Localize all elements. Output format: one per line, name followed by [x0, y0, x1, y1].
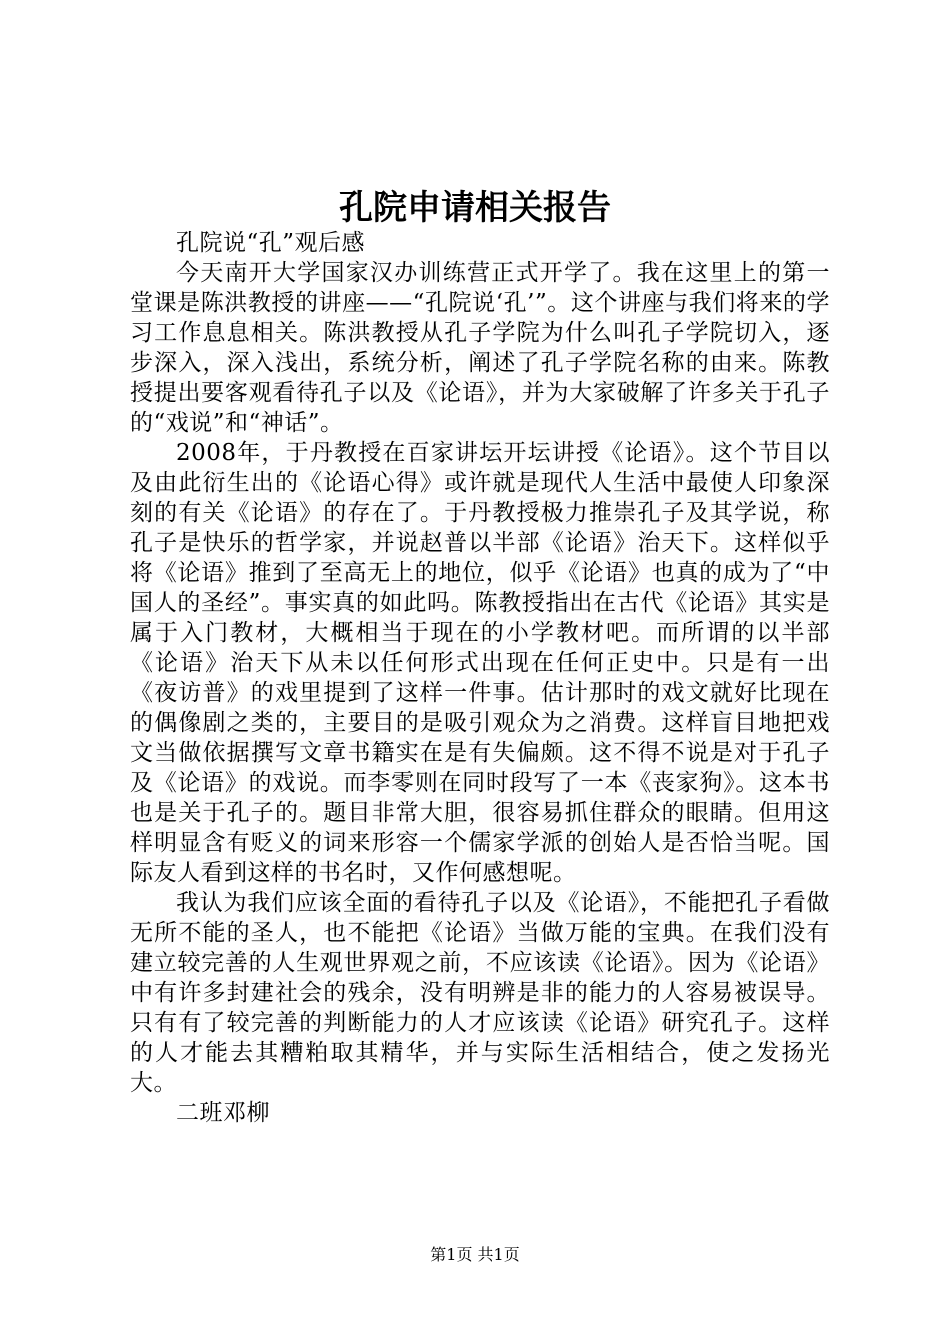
document-body: [130, 228, 830, 1128]
author-signature: 二班邓柳: [176, 1100, 270, 1126]
essay-subtitle: 孔院说“孔”观后感: [176, 230, 366, 256]
paragraph-2: 2008年，于丹教授在百家讲坛开坛讲授《论语》。这个节目以及由此衍生出的《论语心得》或许就是现代人生活中最使人印象深刻的有关《论语》的存在了。于丹教授极力推崇孔子及其学说，称孔子是快乐的哲学家，并说赵普以半部《论语》治天下。这样似乎将《论语》推到了至高无上的地位，似乎《论语》也真的成为了“中国人的圣经”。事实真的如此吗。陈教授指出在古代《论语》其实是属于入门教材，大概相当于现在的小学教材吧。而所谓的以半部《论语》治天下从未以任何形式出现在任何正史中。只是有一出《夜访普》的戏里提到了这样一件事。估计那时的戏文就好比现在的偶像剧之类的，主要目的是吸引观众为之消费。这样盲目地把戏文当做依据撰写文章书籍实在是有失偏颇。这不得不说是对于孔子及《论语》的戏说。而李零则在同时段写了一本《丧家狗》。这本书也是关于孔子的。题目非常大胆，很容易抓住群众的眼睛。但用这样明显含有贬义的词来形容一个儒家学派的创始人是否恰当呢。国际友人看到这样的书名时，又作何感想呢。: [130, 440, 830, 886]
paragraph-3: 我认为我们应该全面的看待孔子以及《论语》，不能把孔子看做无所不能的圣人，也不能把《论语》当做万能的宝典。在我们没有建立较完善的人生观世界观之前，不应该读《论语》。因为《论语》中有许多封建社会的残余，没有明辨是非的能力的人容易被误导。只有有了较完善的判断能力的人才应该读《论语》研究孔子。这样的人才能去其糟粕取其精华，并与实际生活相结合，使之发扬光大。: [130, 890, 830, 1096]
page-footer: 第1页 共1页: [430, 1245, 520, 1264]
document-title: 孔院申请相关报告: [339, 188, 611, 228]
paragraph-1: 今天南开大学国家汉办训练营正式开学了。我在这里上的第一堂课是陈洪教授的讲座——“孔院说‘孔’”。这个讲座与我们将来的学习工作息息相关。陈洪教授从孔子学院为什么叫孔子学院切入，逐步深入，深入浅出，系统分析，阐述了孔子学院名称的由来。陈教授提出要客观看待孔子以及《论语》，并为大家破解了许多关于孔子的“戏说”和“神话”。: [130, 260, 830, 436]
